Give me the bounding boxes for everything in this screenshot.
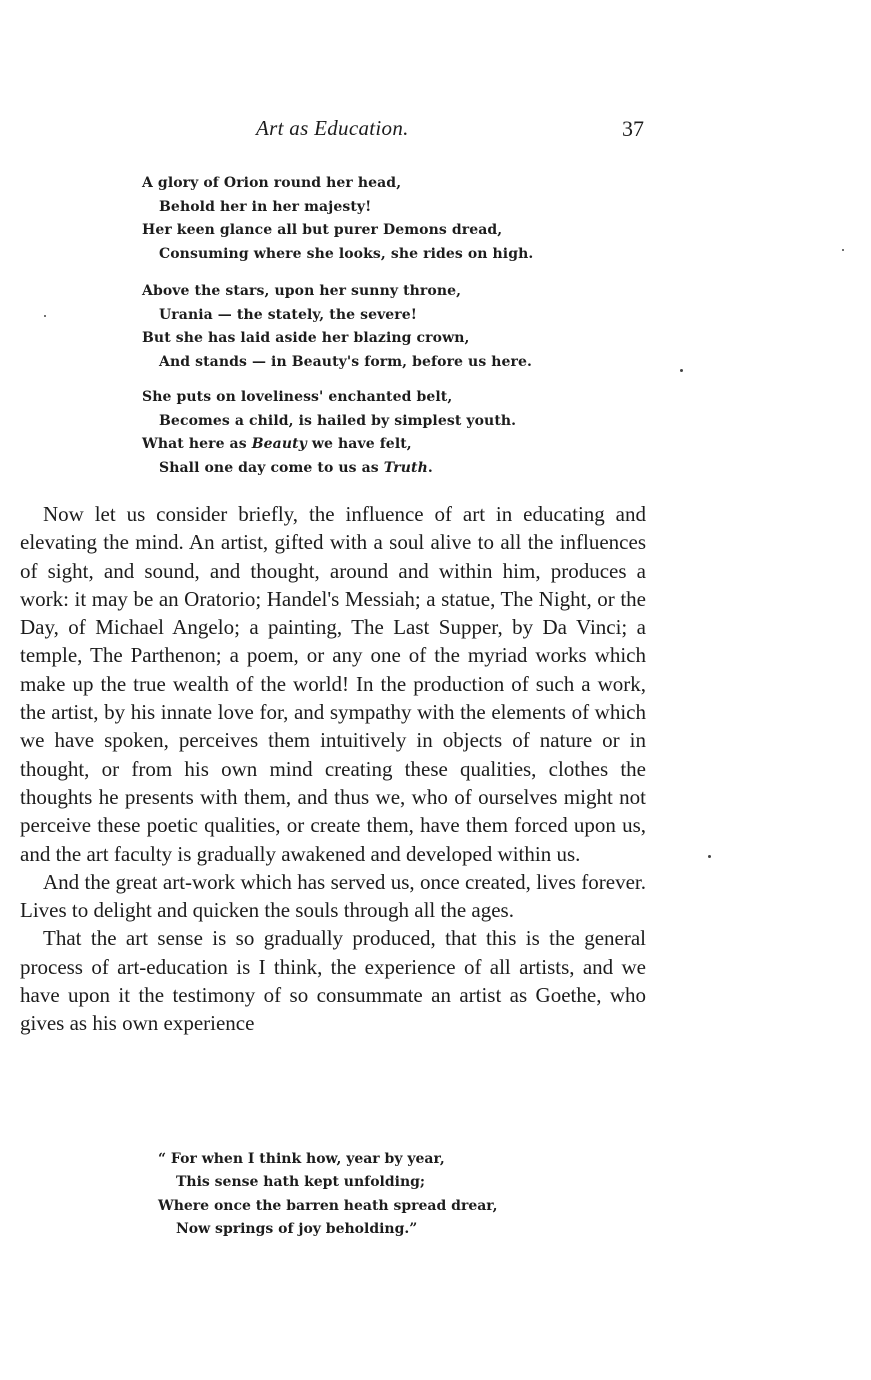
page-number: 37 — [622, 116, 644, 141]
body-paragraph: And the great art-work which has served us, once created, lives forever. Lives to delight and quicken the souls through all the ages. — [20, 869, 646, 923]
poem-text: What here as — [142, 436, 247, 452]
poem-emphasis-truth: Truth — [383, 459, 428, 476]
goethe-quote — [158, 1148, 578, 1241]
body-paragraph: Now let us consider briefly, the influence of art in educating and elevating the mind. An artist, gifted with a soul alive to all the influences of sight, and sound, and thought, around and within him, produces a work: it may be an Oratorio; Handel's Messiah; a statue, The Night, or the Day, of Michael Angelo; a painting, The Last Supper, by Da Vinci; a temple, The Parthenon; a poem, or any one of the myriad works which make up the true wealth of the world! In the production of such a work, the artist, by his innate love for, and sympathy with the elements of which we have spoken, perceives them intuitively in objects of nature or in thought, or from his own mind creating these qualities, clothes the thoughts he presents with them, and thus we, who of ourselves might not perceive these poetic qualities, or create them, have them forced upon us, and the art faculty is gradually awakened and developed within us. — [20, 502, 646, 866]
poem-line: Above the stars, upon her sunny throne, — [142, 283, 462, 299]
body-paragraph: That the art sense is so gradually produced, that this is the general process of art-education is I think, the experience of all artists, and we have upon it the testimony of so consummate an artist as Goethe, who gives as his own experience — [20, 926, 646, 1036]
poem-text: . — [427, 459, 433, 476]
quote-line: Now springs of joy beholding.” — [176, 1220, 418, 1237]
print-speck — [680, 369, 683, 372]
poem-line: Consuming where she looks, she rides on high. — [159, 245, 534, 262]
poem-text: we have felt, — [311, 436, 412, 452]
poem-text: Shall one day come to us as — [159, 459, 379, 476]
poem-stanza-3 — [142, 386, 702, 480]
poem-line: Her keen glance all but purer Demons dread, — [142, 222, 503, 238]
poem-line: And stands — in Beauty's form, before us here. — [159, 353, 533, 370]
body-text — [20, 500, 646, 1038]
poem-line: But she has laid aside her blazing crown, — [142, 330, 470, 346]
poem-stanza-2 — [142, 280, 702, 374]
quote-line: Where once the barren heath spread drear, — [158, 1197, 498, 1214]
print-speck — [708, 855, 711, 858]
page-header — [0, 116, 871, 146]
poem-line — [142, 457, 702, 481]
poem-line: She puts on loveliness' enchanted belt, — [142, 389, 453, 405]
print-speck — [842, 249, 844, 251]
running-title: Art as Education. — [256, 116, 409, 140]
print-speck — [44, 315, 46, 317]
poem-line: Behold her in her majesty! — [159, 198, 372, 215]
poem-line: Urania — the stately, the severe! — [159, 306, 418, 323]
quote-line: “ For when I think how, year by year, — [158, 1151, 445, 1167]
poem-emphasis-beauty: Beauty — [251, 436, 307, 452]
poem-line: A glory of Orion round her head, — [142, 175, 402, 191]
poem-line: Becomes a child, is hailed by simplest youth. — [159, 412, 517, 429]
poem-line — [142, 433, 702, 457]
poem-stanza-1 — [142, 172, 702, 266]
quote-line: This sense hath kept unfolding; — [176, 1174, 426, 1191]
